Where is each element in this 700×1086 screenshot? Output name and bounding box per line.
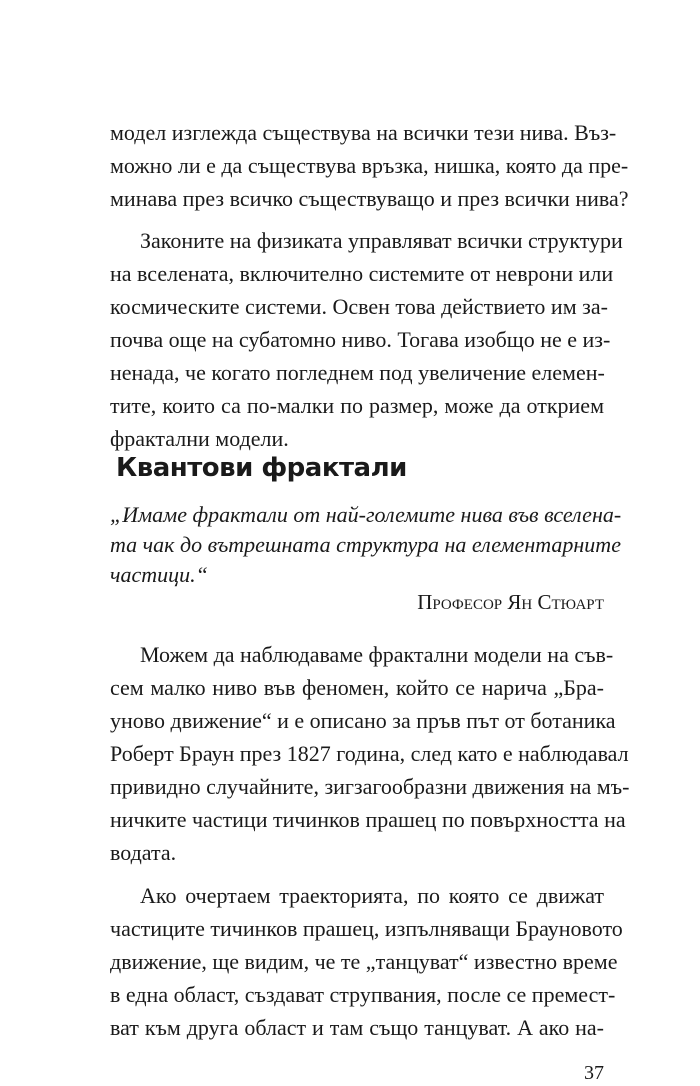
text-line: почва още на субатомно ниво. Тогава изобщо не е из-: [110, 327, 611, 352]
quote-author: Професор Ян Стюарт: [417, 590, 604, 614]
text-line: частиците тичинков прашец, изпълняващи Брауновото: [110, 916, 623, 941]
text-line: космическите системи. Освен това действието им за-: [110, 294, 608, 319]
text-line: сем малко ниво във феномен, който се нарича „Бра-: [110, 675, 604, 700]
text-line: Роберт Браун през 1827 година, след като е наблюдавал: [110, 741, 629, 766]
quote-line: та чак до вътрешната структура на елементарните: [110, 532, 621, 557]
text-line: минава през всичко съществуващо и през всички нива?: [110, 186, 629, 211]
text-line: модел изглежда съществува на всички тези нива. Въз-: [110, 120, 617, 145]
text-line: ничките частици тичинков прашец по повърхността на: [110, 807, 626, 832]
text-line: Ако очертаем траекторията, по която се движат: [140, 883, 604, 908]
text-line: Можем да наблюдаваме фрактални модели на съв-: [140, 642, 614, 667]
text-line: в една област, създават струпвания, после се премест-: [110, 982, 616, 1007]
text-line: уново движение“ и е описано за пръв път от ботаника: [110, 708, 616, 733]
text-line: привидно случайните, зигзагообразни движения на мъ-: [110, 774, 630, 799]
section-heading: Квантови фрактали: [116, 453, 407, 483]
text-line: Законите на физиката управляват всички структури: [140, 228, 623, 253]
page-number: 37: [584, 1062, 604, 1084]
text-line: движение, ще видим, че те „танцуват“ известно време: [110, 949, 618, 974]
text-line: ват към друга област и там също танцуват. А ако на-: [110, 1015, 604, 1040]
text-line: фрактални модели.: [110, 426, 289, 451]
quote-line: частици.“: [110, 562, 208, 587]
text-line: ненада, че когато погледнем под увеличение елемен-: [110, 360, 605, 385]
quote-line: „Имаме фрактали от най-големите нива във вселена-: [110, 502, 622, 527]
text-line: можно ли е да съществува връзка, нишка, която да пре-: [110, 153, 629, 178]
text-line: водата.: [110, 840, 177, 865]
text-line: на вселената, включително системите от неврони или: [110, 261, 614, 286]
text-line: тите, които са по-малки по размер, може да открием: [110, 393, 604, 418]
